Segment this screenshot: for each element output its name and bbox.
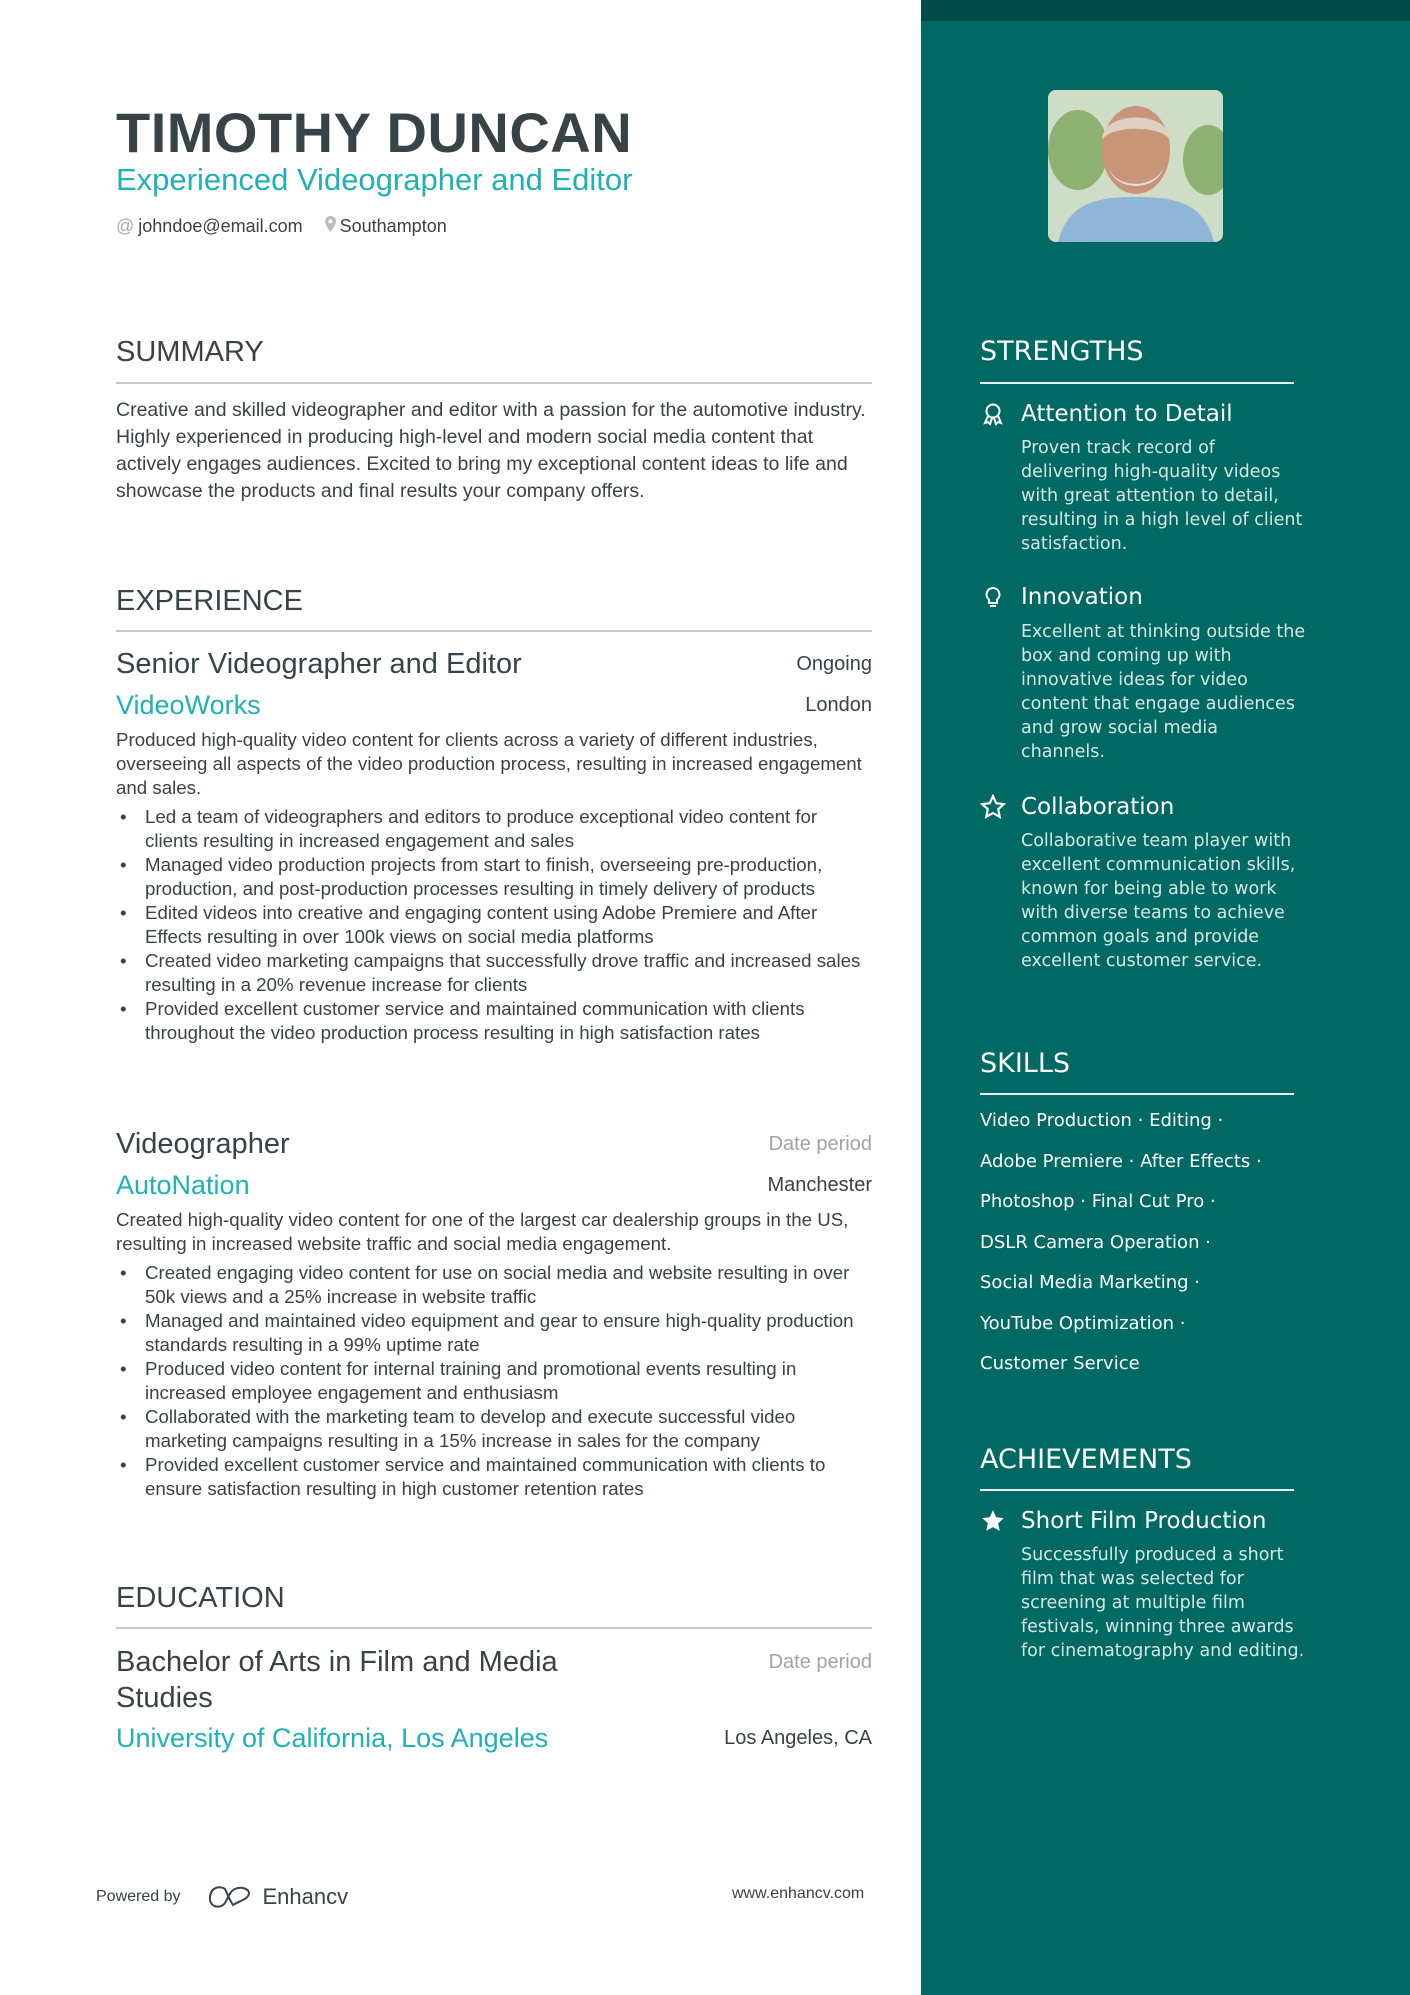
location: Southampton [325, 216, 447, 237]
divider [116, 630, 872, 632]
skill-row: Customer Service [980, 1353, 1140, 1374]
skill-row: Social Media Marketing · [980, 1272, 1201, 1293]
summary-text: Creative and skilled videographer and editor with a passion for the automotive industry. Highly experienced in producing high-level and modern social media content that actively engages audiences. Excited to bring my exceptional content ideas to life and showcase the products and final results your company offers. [116, 399, 866, 502]
footer-url[interactable]: www.enhancv.com [732, 1885, 865, 1902]
job-location: Manchester [767, 1174, 872, 1196]
education-entry [116, 1644, 872, 1756]
candidate-title: Experienced Videographer and Editor [116, 162, 633, 197]
skill-row: YouTube Optimization · [980, 1313, 1186, 1334]
achievement-title: Short Film Production [1021, 1508, 1267, 1534]
education-heading: EDUCATION [116, 1582, 285, 1614]
school-name: University of California, Los Angeles [116, 1723, 549, 1753]
strength-title: Attention to Detail [1021, 401, 1233, 427]
star-outline-icon [980, 794, 1006, 820]
job-title: Senior Videographer and Editor [116, 648, 522, 680]
education-location: Los Angeles, CA [724, 1727, 872, 1749]
education-date: Date period [768, 1651, 872, 1673]
candidate-name: TIMOTHY DUNCAN [116, 101, 633, 164]
skill-row: Adobe Premiere · After Effects · [980, 1151, 1262, 1172]
skills-heading: SKILLS [980, 1048, 1071, 1079]
skill-row: DSLR Camera Operation · [980, 1232, 1211, 1253]
award-icon [980, 401, 1006, 427]
achievement-text: Successfully produced a short film that was selected for screening at multiple film festivals, winning three awards for cinematography and editing. [1021, 1545, 1305, 1661]
divider [116, 382, 872, 384]
strengths-heading: STRENGTHS [980, 336, 1144, 367]
strength-title: Innovation [1021, 584, 1143, 610]
job-entry [116, 646, 872, 1045]
divider [980, 1093, 1294, 1095]
email[interactable]: @ johndoe@email.com [116, 216, 303, 236]
list-item: • Created video marketing campaigns that successfully drove traffic and increased sales resulting in a 20% revenue increase for clients [116, 949, 872, 997]
job-description: Produced high-quality video content for clients across a variety of different industries, overseeing all aspects of the video production process, resulting in increased engagement and sales. [116, 729, 862, 798]
degree: Bachelor of Arts in Film and Media Studies [116, 1646, 558, 1714]
list-item: • Provided excellent customer service and maintained communication with clients to ensure satisfaction resulting in high customer retention rates [116, 1453, 872, 1501]
divider [980, 382, 1294, 384]
job-description: Created high-quality video content for one of the largest car dealership groups in the US, resulting in increased website traffic and social media engagement. [116, 1209, 849, 1254]
contact-info [116, 216, 872, 237]
enhancv-logo-icon [207, 1885, 253, 1909]
company-name: AutoNation [116, 1170, 250, 1200]
strength-text: Collaborative team player with excellent communication skills, known for being able to work with diverse teams to achieve common goals and provide excellent customer service. [1021, 831, 1296, 971]
divider [116, 1627, 872, 1629]
list-item: • Produced video content for internal training and promotional events resulting in increased employee engagement and enthusiasm [116, 1357, 872, 1405]
at-icon: @ [116, 216, 135, 236]
list-item: • Managed video production projects from start to finish, overseeing pre-production, production, and post-production processes resulting in timely delivery of products [116, 853, 872, 901]
job-title: Videographer [116, 1128, 290, 1160]
job-location: London [805, 694, 872, 716]
list-item: • Created engaging video content for use on social media and website resulting in over 50k views and a 25% increase in website traffic [116, 1261, 872, 1309]
summary-heading: SUMMARY [116, 336, 264, 368]
sidebar-top-strip [921, 0, 1410, 21]
footer-brand: Powered by Enhancv [96, 1884, 349, 1909]
strength-text: Excellent at thinking outside the box and coming up with innovative ideas for video content that engage audiences and grow social media channels. [1021, 622, 1306, 762]
job-date: Ongoing [796, 653, 872, 675]
list-item: • Led a team of videographers and editors to produce exceptional video content for clients resulting in increased engagement and sales [116, 805, 872, 853]
lightbulb-icon [980, 585, 1006, 611]
list-item: • Collaborated with the marketing team to develop and execute successful video marketing campaigns resulting in a 15% increase in sales for the company [116, 1405, 872, 1453]
skill-row: Photoshop · Final Cut Pro · [980, 1191, 1216, 1212]
star-icon [980, 1508, 1006, 1534]
sidebar [921, 0, 1410, 1995]
list-item: • Edited videos into creative and engaging content using Adobe Premiere and After Effects resulting in over 100k views on social media platforms [116, 901, 872, 949]
skill-row: Video Production · Editing · [980, 1110, 1224, 1131]
strength-title: Collaboration [1021, 794, 1175, 820]
divider [980, 1489, 1294, 1491]
job-entry [116, 1126, 872, 1501]
location-pin-icon [325, 216, 336, 236]
strength-text: Proven track record of delivering high-quality videos with great attention to detail, resulting in a high level of client satisfaction. [1021, 438, 1303, 554]
profile-photo [1048, 90, 1223, 242]
experience-heading: EXPERIENCE [116, 585, 303, 617]
achievements-heading: ACHIEVEMENTS [980, 1444, 1192, 1475]
company-name: VideoWorks [116, 690, 261, 720]
list-item: • Provided excellent customer service and maintained communication with clients throughout the video production process resulting in high satisfaction rates [116, 997, 872, 1045]
enhancv-logo[interactable]: Enhancv [207, 1884, 349, 1910]
list-item: • Managed and maintained video equipment and gear to ensure high-quality production standards resulting in a 99% uptime rate [116, 1309, 872, 1357]
job-date: Date period [768, 1133, 872, 1155]
